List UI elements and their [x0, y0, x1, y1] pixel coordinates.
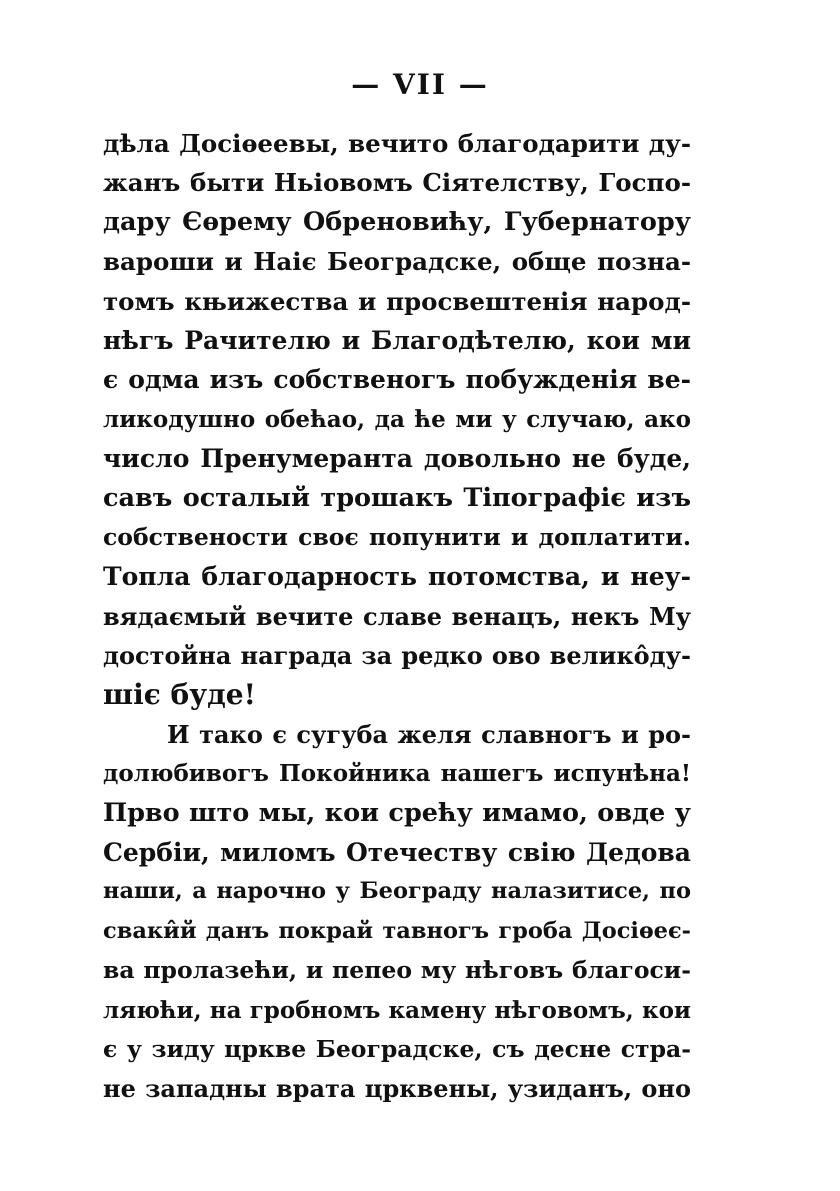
page-number: — VII —: [351, 68, 489, 101]
text-line: вядаємый вечите славе венацъ, некъ Му: [103, 601, 691, 631]
text-line: ва пролазећи, и пепео му нѣговъ благоси-: [103, 956, 691, 985]
text-line: сваки̂й данъ покрай тавногъ гроба Досіѳеє-: [103, 917, 691, 944]
text-line: вароши и Наіє Београдске, обще позна-: [103, 247, 691, 277]
text-line: наши, а нарочно у Београду налазитисе, по: [103, 878, 691, 905]
text-line: не западны врата црквены, узиданъ, оно: [103, 1074, 691, 1104]
text-line: ликодушно обећао, да ће ми у случаю, ако: [103, 405, 691, 433]
body-text: [103, 124, 691, 1109]
text-line: Сербіи, миломъ Отечеству свію Дедова: [103, 838, 691, 868]
text-line: є одма изъ собственогъ побужденія ве-: [103, 365, 691, 395]
text-line: жанъ быти Ньіовомъ Сіятелству, Госпо-: [103, 168, 691, 198]
text-line: достойна награда за редко ово велико̂ду-: [103, 641, 691, 671]
text-line: томъ књижества и просвештенія народ-: [103, 286, 691, 316]
text-line: шіє буде!: [103, 678, 256, 712]
text-line: савъ осталый трошакъ Тіпографіє изъ: [103, 482, 691, 513]
text-line: Прво што мы, кои срећу имамо, овде у: [103, 797, 691, 828]
text-line: ляюћи, на гробномъ камену нѣговомъ, кои: [103, 996, 691, 1024]
text-line: дѣла Досіѳеевы, вечито благодарити ду-: [103, 129, 691, 158]
text-line: долюбивогъ Покойника нашегъ испунѣна!: [103, 760, 691, 788]
text-line: Топла благодарность потомства, и неу-: [103, 562, 691, 592]
paragraph-2: [103, 715, 691, 1109]
paragraph-1: [103, 124, 691, 715]
text-line: собствености своє попунити и доплатити.: [103, 522, 691, 551]
text-line: И тако є сугуба желя славногъ и ро-: [167, 719, 691, 749]
text-line: нѣгъ Рачителю и Благодѣтелю, кои ми: [103, 325, 691, 355]
text-line: число Пренумеранта довольно не буде,: [103, 444, 691, 474]
text-line: є у зиду цркве Београдске, съ десне стра-: [103, 1034, 691, 1063]
text-line: дару Єѳрему Обреновићу, Губернатору: [103, 206, 691, 237]
